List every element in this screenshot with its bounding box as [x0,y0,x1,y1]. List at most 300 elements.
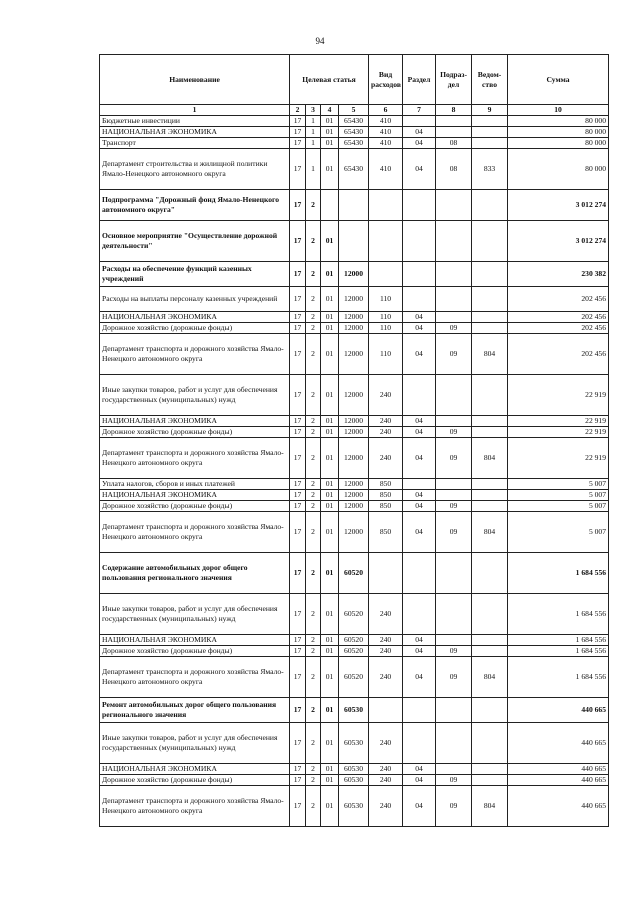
header-expense-type: Вид расходов [369,55,403,105]
target-code-program: 17 [290,634,306,645]
section: 04 [403,634,436,645]
table-row [100,593,609,634]
target-code-subprogram: 2 [306,286,321,311]
subsection [436,220,472,261]
target-code-direction: 65430 [339,115,369,126]
target-code-activity: 01 [321,478,339,489]
department-code [472,189,508,220]
row-name: НАЦИОНАЛЬНАЯ ЭКОНОМИКА [100,489,290,500]
expense-type [369,697,403,722]
sum-value: 1 684 556 [508,656,609,697]
section: 04 [403,785,436,826]
table-row [100,126,609,137]
target-code-activity: 01 [321,774,339,785]
target-code-program: 17 [290,500,306,511]
section [403,220,436,261]
target-code-subprogram: 2 [306,774,321,785]
row-name: Иные закупки товаров, работ и услуг для обеспечения государственных (муниципальных) нужд [100,722,290,763]
target-code-program: 17 [290,785,306,826]
target-code-program: 17 [290,333,306,374]
sum-value: 202 456 [508,333,609,374]
sum-value: 80 000 [508,137,609,148]
target-code-program: 17 [290,593,306,634]
target-code-activity: 01 [321,763,339,774]
column-number: 1 [100,105,290,116]
target-code-subprogram: 2 [306,426,321,437]
target-code-direction: 12000 [339,374,369,415]
section: 04 [403,511,436,552]
department-code [472,489,508,500]
section: 04 [403,415,436,426]
target-code-subprogram: 1 [306,137,321,148]
sum-value: 440 665 [508,785,609,826]
column-number: 3 [306,105,321,116]
target-code-program: 17 [290,322,306,333]
target-code-subprogram: 2 [306,500,321,511]
target-code-program: 17 [290,220,306,261]
subsection [436,763,472,774]
row-name: Дорожное хозяйство (дорожные фонды) [100,426,290,437]
sum-value: 440 665 [508,697,609,722]
target-code-subprogram: 1 [306,148,321,189]
expense-type: 240 [369,415,403,426]
target-code-program: 17 [290,115,306,126]
table-row [100,697,609,722]
target-code-activity: 01 [321,374,339,415]
section: 04 [403,137,436,148]
section: 04 [403,489,436,500]
header-row [100,55,609,105]
target-code-subprogram: 2 [306,593,321,634]
department-code [472,115,508,126]
section: 04 [403,656,436,697]
table-row [100,489,609,500]
target-code-program: 17 [290,656,306,697]
target-code-activity: 01 [321,115,339,126]
sum-value: 440 665 [508,722,609,763]
target-code-activity: 01 [321,137,339,148]
target-code-direction: 12000 [339,286,369,311]
target-code-direction: 12000 [339,437,369,478]
target-code-subprogram: 2 [306,552,321,593]
subsection: 09 [436,656,472,697]
column-number: 2 [290,105,306,116]
column-number: 4 [321,105,339,116]
header-subsection: Подраз-дел [436,55,472,105]
section: 04 [403,437,436,478]
table-row [100,261,609,286]
target-code-direction: 12000 [339,500,369,511]
table-row [100,415,609,426]
target-code-subprogram: 2 [306,333,321,374]
section [403,697,436,722]
expense-type: 240 [369,722,403,763]
subsection [436,593,472,634]
expense-type: 240 [369,374,403,415]
table-row [100,785,609,826]
section [403,261,436,286]
target-code-direction: 60530 [339,785,369,826]
target-code-activity: 01 [321,722,339,763]
department-code [472,645,508,656]
row-name: Дорожное хозяйство (дорожные фонды) [100,322,290,333]
header-target: Целевая статья [290,55,369,105]
table-row [100,500,609,511]
subsection [436,261,472,286]
department-code [472,763,508,774]
department-code: 804 [472,785,508,826]
department-code [472,774,508,785]
section [403,374,436,415]
target-code-direction: 12000 [339,415,369,426]
target-code-direction: 12000 [339,261,369,286]
header-sum: Сумма [508,55,609,105]
target-code-subprogram: 2 [306,220,321,261]
table-row [100,437,609,478]
expense-type: 240 [369,426,403,437]
target-code-direction: 12000 [339,478,369,489]
section [403,478,436,489]
target-code-activity: 01 [321,500,339,511]
target-code-activity: 01 [321,148,339,189]
table-row [100,189,609,220]
table-body [100,115,609,826]
subsection [436,697,472,722]
budget-table [99,54,609,827]
subsection [436,722,472,763]
table-row [100,286,609,311]
table-row [100,374,609,415]
subsection: 09 [436,333,472,374]
department-code [472,552,508,593]
target-code-direction: 65430 [339,137,369,148]
target-code-direction: 60530 [339,697,369,722]
subsection: 08 [436,137,472,148]
expense-type: 850 [369,500,403,511]
expense-type: 240 [369,785,403,826]
row-name: НАЦИОНАЛЬНАЯ ЭКОНОМИКА [100,634,290,645]
target-code-direction: 65430 [339,148,369,189]
section: 04 [403,645,436,656]
target-code-activity: 01 [321,286,339,311]
column-number: 8 [436,105,472,116]
target-code-program: 17 [290,511,306,552]
row-name: Расходы на обеспечение функций казенных учреждений [100,261,290,286]
target-code-activity: 01 [321,126,339,137]
table-row [100,552,609,593]
target-code-activity: 01 [321,697,339,722]
sum-value: 5 007 [508,489,609,500]
expense-type [369,261,403,286]
sum-value: 440 665 [508,774,609,785]
expense-type: 110 [369,322,403,333]
expense-type: 110 [369,333,403,374]
target-code-subprogram: 2 [306,656,321,697]
target-code-direction: 60520 [339,645,369,656]
target-code-subprogram: 2 [306,322,321,333]
subsection: 08 [436,148,472,189]
target-code-activity: 01 [321,511,339,552]
expense-type: 850 [369,489,403,500]
target-code-direction: 12000 [339,426,369,437]
target-code-subprogram: 2 [306,489,321,500]
sum-value: 202 456 [508,311,609,322]
target-code-activity [321,189,339,220]
sum-value: 230 382 [508,261,609,286]
target-code-direction: 60530 [339,774,369,785]
department-code: 804 [472,333,508,374]
target-code-program: 17 [290,426,306,437]
subsection: 09 [436,322,472,333]
target-code-subprogram: 2 [306,645,321,656]
sum-value: 1 684 556 [508,634,609,645]
target-code-activity: 01 [321,656,339,697]
target-code-program: 17 [290,552,306,593]
section [403,722,436,763]
target-code-subprogram: 2 [306,415,321,426]
target-code-direction: 12000 [339,511,369,552]
target-code-activity: 01 [321,322,339,333]
subsection [436,286,472,311]
target-code-direction: 12000 [339,489,369,500]
header-section: Раздел [403,55,436,105]
sum-value: 22 919 [508,374,609,415]
section [403,552,436,593]
target-code-subprogram: 2 [306,437,321,478]
target-code-direction: 60520 [339,593,369,634]
row-name: Иные закупки товаров, работ и услуг для обеспечения государственных (муниципальных) нужд [100,374,290,415]
table-row [100,645,609,656]
target-code-subprogram: 2 [306,374,321,415]
department-code [472,722,508,763]
section [403,189,436,220]
target-code-subprogram: 1 [306,115,321,126]
sum-value: 202 456 [508,286,609,311]
column-number-row [100,105,609,116]
sum-value: 22 919 [508,426,609,437]
expense-type: 240 [369,593,403,634]
target-code-program: 17 [290,489,306,500]
row-name: НАЦИОНАЛЬНАЯ ЭКОНОМИКА [100,311,290,322]
subsection: 09 [436,774,472,785]
subsection: 09 [436,645,472,656]
target-code-subprogram: 2 [306,478,321,489]
department-code [472,322,508,333]
row-name: Дорожное хозяйство (дорожные фонды) [100,645,290,656]
header-name: Наименование [100,55,290,105]
target-code-program: 17 [290,722,306,763]
target-code-direction: 60530 [339,722,369,763]
target-code-program: 17 [290,478,306,489]
row-name: НАЦИОНАЛЬНАЯ ЭКОНОМИКА [100,415,290,426]
department-code [472,220,508,261]
column-number: 6 [369,105,403,116]
table-row [100,311,609,322]
expense-type: 410 [369,126,403,137]
row-name: Департамент транспорта и дорожного хозяйства Ямало-Ненецкого автономного округа [100,511,290,552]
target-code-subprogram: 2 [306,189,321,220]
subsection [436,374,472,415]
department-code: 804 [472,437,508,478]
sum-value: 22 919 [508,437,609,478]
department-code: 804 [472,656,508,697]
target-code-direction: 12000 [339,322,369,333]
subsection [436,126,472,137]
target-code-subprogram: 2 [306,722,321,763]
target-code-program: 17 [290,311,306,322]
row-name: Департамент транспорта и дорожного хозяйства Ямало-Ненецкого автономного округа [100,437,290,478]
target-code-direction: 12000 [339,311,369,322]
department-code [472,478,508,489]
section: 04 [403,126,436,137]
expense-type [369,189,403,220]
subsection: 09 [436,437,472,478]
target-code-direction [339,189,369,220]
sum-value: 80 000 [508,115,609,126]
table-row [100,220,609,261]
subsection [436,115,472,126]
row-name: Бюджетные инвестиции [100,115,290,126]
target-code-program: 17 [290,286,306,311]
sum-value: 1 684 556 [508,645,609,656]
target-code-direction: 60520 [339,656,369,697]
sum-value: 202 456 [508,322,609,333]
department-code [472,593,508,634]
section [403,115,436,126]
sum-value: 3 012 274 [508,220,609,261]
row-name: НАЦИОНАЛЬНАЯ ЭКОНОМИКА [100,126,290,137]
expense-type: 410 [369,137,403,148]
target-code-program: 17 [290,374,306,415]
subsection [436,489,472,500]
table-row [100,774,609,785]
target-code-subprogram: 2 [306,785,321,826]
sum-value: 22 919 [508,415,609,426]
target-code-activity: 01 [321,645,339,656]
expense-type: 240 [369,763,403,774]
column-number: 9 [472,105,508,116]
target-code-program: 17 [290,697,306,722]
department-code [472,137,508,148]
department-code [472,697,508,722]
section: 04 [403,426,436,437]
table-row [100,511,609,552]
row-name: Уплата налогов, сборов и иных платежей [100,478,290,489]
target-code-program: 17 [290,261,306,286]
target-code-activity: 01 [321,261,339,286]
section: 04 [403,774,436,785]
expense-type: 850 [369,478,403,489]
target-code-subprogram: 2 [306,311,321,322]
row-name: Расходы на выплаты персоналу казенных учреждений [100,286,290,311]
target-code-activity: 01 [321,220,339,261]
row-name: Департамент транспорта и дорожного хозяйства Ямало-Ненецкого автономного округа [100,333,290,374]
sum-value: 80 000 [508,126,609,137]
row-name: Основное мероприятие "Осуществление дорожной деятельности" [100,220,290,261]
table-row [100,426,609,437]
department-code [472,426,508,437]
target-code-activity: 01 [321,785,339,826]
expense-type [369,220,403,261]
sum-value: 5 007 [508,478,609,489]
department-code [472,634,508,645]
target-code-direction: 60520 [339,634,369,645]
expense-type: 110 [369,311,403,322]
expense-type: 240 [369,774,403,785]
target-code-program: 17 [290,774,306,785]
target-code-program: 17 [290,763,306,774]
target-code-activity: 01 [321,552,339,593]
section: 04 [403,333,436,374]
subsection [436,552,472,593]
table-row [100,478,609,489]
expense-type: 240 [369,656,403,697]
section: 04 [403,311,436,322]
subsection: 09 [436,500,472,511]
target-code-activity: 01 [321,489,339,500]
target-code-activity: 01 [321,333,339,374]
subsection: 09 [436,785,472,826]
target-code-direction: 60530 [339,763,369,774]
department-code [472,261,508,286]
row-name: Дорожное хозяйство (дорожные фонды) [100,774,290,785]
page-number: 94 [315,36,325,46]
column-number: 7 [403,105,436,116]
section: 04 [403,500,436,511]
row-name: Департамент транспорта и дорожного хозяйства Ямало-Ненецкого автономного округа [100,785,290,826]
target-code-subprogram: 2 [306,261,321,286]
sum-value: 440 665 [508,763,609,774]
expense-type: 240 [369,645,403,656]
sum-value: 1 684 556 [508,593,609,634]
target-code-subprogram: 2 [306,697,321,722]
expense-type: 850 [369,511,403,552]
target-code-direction: 60520 [339,552,369,593]
row-name: Иные закупки товаров, работ и услуг для обеспечения государственных (муниципальных) нужд [100,593,290,634]
target-code-activity: 01 [321,634,339,645]
department-code [472,415,508,426]
section: 04 [403,148,436,189]
expense-type: 410 [369,148,403,189]
department-code [472,286,508,311]
target-code-direction: 65430 [339,126,369,137]
sum-value: 1 684 556 [508,552,609,593]
subsection [436,189,472,220]
column-number: 10 [508,105,609,116]
subsection [436,415,472,426]
column-number: 5 [339,105,369,116]
row-name: Подпрограмма "Дорожный фонд Ямало-Ненецкого автономного округа" [100,189,290,220]
department-code: 833 [472,148,508,189]
target-code-subprogram: 2 [306,763,321,774]
table-row [100,148,609,189]
expense-type [369,552,403,593]
target-code-activity: 01 [321,437,339,478]
target-code-direction [339,220,369,261]
section: 04 [403,322,436,333]
expense-type: 240 [369,634,403,645]
target-code-program: 17 [290,415,306,426]
table-row [100,137,609,148]
target-code-subprogram: 1 [306,126,321,137]
table-row [100,333,609,374]
expense-type: 410 [369,115,403,126]
header-department: Ведом-ство [472,55,508,105]
subsection [436,311,472,322]
target-code-program: 17 [290,645,306,656]
sum-value: 5 007 [508,511,609,552]
section [403,286,436,311]
